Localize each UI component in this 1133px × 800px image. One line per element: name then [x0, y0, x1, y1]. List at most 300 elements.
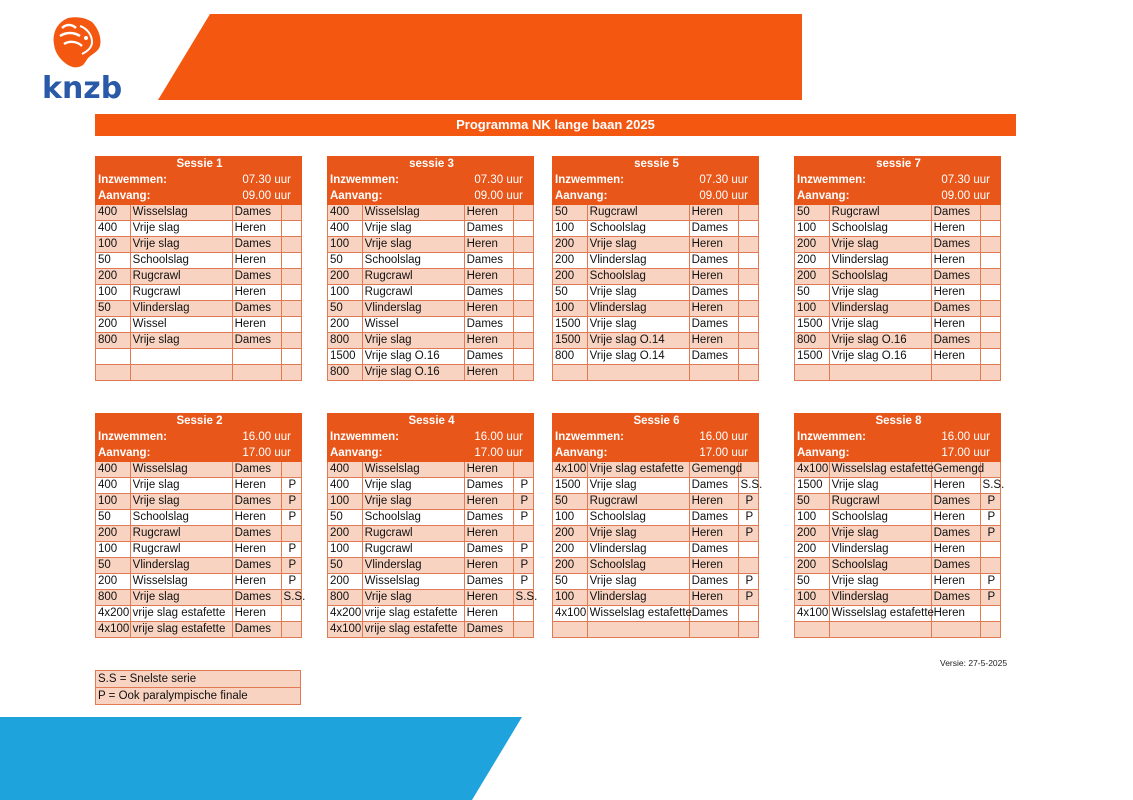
event-distance: 50: [795, 285, 830, 301]
event-row: [795, 205, 1001, 221]
event-row: [328, 349, 534, 365]
event-row: [96, 349, 302, 365]
event-marker: P: [980, 494, 1000, 510]
event-row: [96, 606, 302, 622]
event-distance: 100: [96, 237, 131, 253]
event-stroke: Wisselslag: [130, 462, 232, 478]
event-distance: 100: [328, 494, 363, 510]
event-row: [328, 606, 534, 622]
event-row: [553, 253, 759, 269]
event-gender: Heren: [232, 574, 281, 590]
event-stroke: Rugcrawl: [829, 205, 931, 221]
event-stroke: Wisselslag estafette: [587, 606, 689, 622]
event-gender: Dames: [232, 269, 281, 285]
event-gender: Heren: [464, 462, 513, 478]
event-stroke: Wisselslag: [362, 574, 464, 590]
inzwemmen-label: Inzwemmen:: [96, 430, 233, 446]
event-distance: 200: [795, 237, 830, 253]
event-stroke: Vrije slag: [587, 574, 689, 590]
event-distance: 1500: [553, 478, 588, 494]
session-table: [552, 156, 759, 381]
event-row: [553, 205, 759, 221]
event-gender: Heren: [689, 590, 738, 606]
event-distance: [96, 349, 131, 365]
event-gender: Dames: [232, 205, 281, 221]
event-stroke: [587, 365, 689, 381]
aanvang-time: 09.00 uur: [232, 189, 301, 205]
event-row: [553, 365, 759, 381]
event-marker: [513, 221, 533, 237]
event-distance: 400: [96, 462, 131, 478]
event-stroke: Wisselslag: [362, 462, 464, 478]
event-gender: Heren: [689, 333, 738, 349]
event-distance: 200: [553, 542, 588, 558]
event-gender: Heren: [232, 253, 281, 269]
event-distance: [553, 622, 588, 638]
inzwemmen-time: 16.00 uur: [931, 430, 1000, 446]
aanvang-label: Aanvang:: [96, 189, 233, 205]
session-table: [552, 413, 763, 638]
event-distance: 100: [96, 494, 131, 510]
event-row: [795, 285, 1001, 301]
event-stroke: [829, 365, 931, 381]
event-distance: 50: [328, 510, 363, 526]
event-distance: 4x100: [795, 606, 830, 622]
event-distance: 100: [328, 237, 363, 253]
event-marker: [513, 349, 533, 365]
inzwemmen-label: Inzwemmen:: [795, 173, 932, 189]
event-distance: 200: [795, 253, 830, 269]
event-gender: [689, 622, 738, 638]
event-stroke: Rugcrawl: [587, 494, 689, 510]
event-marker: P: [281, 558, 301, 574]
event-distance: 4x100: [795, 462, 830, 478]
event-marker: P: [513, 478, 533, 494]
session-table: [95, 413, 306, 638]
event-row: [553, 221, 759, 237]
session-table: [794, 156, 1001, 381]
event-marker: [738, 349, 758, 365]
aanvang-time: 17.00 uur: [689, 446, 758, 462]
event-stroke: Vrije slag O.16: [362, 365, 464, 381]
event-gender: Dames: [232, 237, 281, 253]
event-row: [328, 301, 534, 317]
event-marker: [281, 269, 301, 285]
event-distance: 200: [795, 526, 830, 542]
event-stroke: Schoolslag: [130, 253, 232, 269]
event-distance: 200: [553, 237, 588, 253]
event-distance: 50: [553, 574, 588, 590]
event-stroke: Wisselslag: [130, 574, 232, 590]
event-marker: [980, 606, 1000, 622]
event-gender: Heren: [689, 205, 738, 221]
event-marker: [281, 285, 301, 301]
event-distance: 4x100: [96, 622, 131, 638]
event-marker: [738, 622, 758, 638]
event-row: [795, 253, 1001, 269]
event-gender: Dames: [464, 510, 513, 526]
event-gender: Heren: [931, 478, 980, 494]
event-row: [328, 333, 534, 349]
event-gender: Dames: [464, 542, 513, 558]
event-distance: 400: [328, 205, 363, 221]
event-distance: 1500: [795, 349, 830, 365]
event-marker: P: [980, 590, 1000, 606]
event-marker: [281, 526, 301, 542]
event-marker: P: [281, 542, 301, 558]
event-stroke: Vrije slag O.14: [587, 349, 689, 365]
legend-item: S.S = Snelste serie: [96, 671, 301, 688]
inzwemmen-label: Inzwemmen:: [553, 430, 690, 446]
event-row: [553, 574, 759, 590]
event-gender: Dames: [689, 542, 738, 558]
event-stroke: Schoolslag: [829, 558, 931, 574]
event-marker: [513, 606, 533, 622]
event-marker: [980, 253, 1000, 269]
event-gender: Dames: [232, 526, 281, 542]
event-stroke: Vrije slag: [362, 221, 464, 237]
event-stroke: Wissel: [362, 317, 464, 333]
event-distance: [96, 365, 131, 381]
event-row: [795, 526, 1001, 542]
event-row: [96, 237, 302, 253]
event-row: [795, 317, 1001, 333]
event-row: [328, 253, 534, 269]
event-stroke: Rugcrawl: [130, 269, 232, 285]
event-marker: [281, 301, 301, 317]
event-stroke: Wissel: [130, 317, 232, 333]
event-marker: [281, 365, 301, 381]
event-row: [795, 237, 1001, 253]
event-distance: 200: [96, 526, 131, 542]
event-distance: 50: [96, 301, 131, 317]
event-distance: 1500: [795, 478, 830, 494]
event-gender: Heren: [232, 317, 281, 333]
event-gender: Heren: [689, 494, 738, 510]
event-marker: P: [980, 574, 1000, 590]
event-row: [96, 317, 302, 333]
event-marker: [980, 558, 1000, 574]
event-row: [553, 317, 759, 333]
event-gender: Dames: [931, 269, 980, 285]
event-marker: [513, 205, 533, 221]
event-row: [553, 542, 759, 558]
event-row: [96, 574, 302, 590]
event-stroke: Rugcrawl: [130, 285, 232, 301]
event-distance: 200: [553, 558, 588, 574]
event-distance: 800: [328, 333, 363, 349]
event-stroke: Vrije slag O.16: [829, 333, 931, 349]
event-row: [553, 333, 759, 349]
aanvang-time: 17.00 uur: [931, 446, 1000, 462]
event-stroke: [130, 349, 232, 365]
event-marker: P: [281, 478, 301, 494]
event-row: [553, 510, 759, 526]
event-stroke: Rugcrawl: [362, 285, 464, 301]
event-distance: 200: [553, 269, 588, 285]
event-gender: Dames: [464, 478, 513, 494]
event-gender: Heren: [931, 510, 980, 526]
event-gender: Dames: [689, 574, 738, 590]
event-stroke: Vrije slag: [587, 285, 689, 301]
event-distance: 800: [328, 365, 363, 381]
event-stroke: vrije slag estafette: [130, 622, 232, 638]
aanvang-label: Aanvang:: [795, 446, 932, 462]
event-stroke: Vrije slag O.14: [587, 333, 689, 349]
event-marker: [738, 285, 758, 301]
event-gender: Heren: [464, 558, 513, 574]
event-marker: [738, 365, 758, 381]
event-distance: 100: [795, 301, 830, 317]
event-distance: 200: [96, 269, 131, 285]
event-stroke: Rugcrawl: [362, 542, 464, 558]
event-gender: Dames: [689, 510, 738, 526]
event-gender: Heren: [232, 542, 281, 558]
event-gender: Dames: [689, 285, 738, 301]
event-gender: Heren: [689, 558, 738, 574]
event-stroke: Vrije slag: [587, 526, 689, 542]
event-row: [795, 590, 1001, 606]
event-marker: S.S.: [738, 478, 758, 494]
event-gender: Dames: [464, 349, 513, 365]
event-marker: [980, 269, 1000, 285]
session-table: [327, 156, 534, 381]
inzwemmen-time: 07.30 uur: [931, 173, 1000, 189]
event-marker: P: [738, 526, 758, 542]
event-gender: Dames: [931, 237, 980, 253]
event-marker: P: [281, 494, 301, 510]
event-distance: 50: [795, 205, 830, 221]
event-gender: Heren: [464, 590, 513, 606]
event-row: [328, 221, 534, 237]
event-gender: Dames: [931, 301, 980, 317]
event-gender: Gemengd: [931, 462, 980, 478]
event-stroke: vrije slag estafette: [362, 622, 464, 638]
event-marker: [281, 333, 301, 349]
event-gender: Dames: [464, 221, 513, 237]
event-stroke: Vrije slag: [829, 574, 931, 590]
event-marker: [281, 205, 301, 221]
event-distance: 400: [328, 221, 363, 237]
event-row: [96, 205, 302, 221]
session-title: sessie 7: [795, 157, 1001, 173]
event-stroke: Vrije slag: [362, 478, 464, 494]
event-row: [96, 510, 302, 526]
event-distance: 1500: [553, 317, 588, 333]
event-row: [328, 622, 534, 638]
event-stroke: Schoolslag: [829, 510, 931, 526]
event-stroke: Vlinderslag: [829, 253, 931, 269]
event-stroke: Schoolslag: [829, 221, 931, 237]
event-stroke: Vrije slag: [587, 237, 689, 253]
event-distance: [795, 622, 830, 638]
event-marker: P: [513, 510, 533, 526]
event-stroke: Vrije slag: [587, 317, 689, 333]
event-stroke: Vrije slag: [829, 317, 931, 333]
aanvang-label: Aanvang:: [328, 446, 465, 462]
event-marker: P: [513, 574, 533, 590]
event-distance: 100: [96, 542, 131, 558]
event-distance: 200: [328, 269, 363, 285]
event-distance: 50: [96, 253, 131, 269]
aanvang-time: 09.00 uur: [689, 189, 758, 205]
event-row: [553, 478, 759, 494]
event-row: [553, 462, 759, 478]
event-stroke: Vrije slag: [130, 478, 232, 494]
event-distance: 200: [328, 526, 363, 542]
inzwemmen-label: Inzwemmen:: [795, 430, 932, 446]
event-gender: Dames: [232, 462, 281, 478]
event-row: [96, 478, 302, 494]
event-row: [553, 494, 759, 510]
event-stroke: Vrije slag: [829, 285, 931, 301]
event-distance: 50: [328, 253, 363, 269]
event-row: [96, 285, 302, 301]
event-stroke: Rugcrawl: [362, 526, 464, 542]
event-stroke: Vlinderslag: [587, 253, 689, 269]
event-row: [96, 221, 302, 237]
event-stroke: Vlinderslag: [829, 301, 931, 317]
event-marker: [980, 349, 1000, 365]
event-row: [795, 606, 1001, 622]
event-row: [328, 542, 534, 558]
event-row: [795, 221, 1001, 237]
event-marker: [738, 333, 758, 349]
event-row: [328, 317, 534, 333]
event-distance: 800: [96, 333, 131, 349]
event-gender: Dames: [464, 574, 513, 590]
event-stroke: Rugcrawl: [130, 526, 232, 542]
inzwemmen-time: 07.30 uur: [232, 173, 301, 189]
event-gender: [931, 365, 980, 381]
event-gender: Heren: [232, 510, 281, 526]
event-distance: 4x100: [553, 462, 588, 478]
event-marker: [513, 526, 533, 542]
event-distance: 100: [795, 510, 830, 526]
event-stroke: Schoolslag: [587, 510, 689, 526]
event-gender: Dames: [464, 317, 513, 333]
inzwemmen-label: Inzwemmen:: [328, 173, 465, 189]
event-marker: [980, 622, 1000, 638]
event-gender: Dames: [931, 558, 980, 574]
event-row: [96, 622, 302, 638]
event-gender: Dames: [232, 301, 281, 317]
event-marker: [738, 205, 758, 221]
event-row: [795, 558, 1001, 574]
aanvang-time: 09.00 uur: [464, 189, 533, 205]
event-marker: P: [513, 558, 533, 574]
event-row: [328, 478, 534, 494]
event-distance: 50: [795, 494, 830, 510]
event-gender: Heren: [232, 606, 281, 622]
event-row: [96, 494, 302, 510]
event-gender: Dames: [232, 558, 281, 574]
event-row: [328, 285, 534, 301]
event-marker: [513, 317, 533, 333]
event-distance: 200: [553, 253, 588, 269]
session-title: Sessie 4: [328, 414, 534, 430]
event-distance: 100: [328, 285, 363, 301]
event-row: [795, 622, 1001, 638]
event-distance: 800: [553, 349, 588, 365]
event-row: [328, 462, 534, 478]
event-distance: 200: [96, 317, 131, 333]
event-row: [553, 349, 759, 365]
event-gender: Dames: [689, 349, 738, 365]
aanvang-time: 17.00 uur: [464, 446, 533, 462]
event-distance: 200: [328, 574, 363, 590]
event-marker: [281, 221, 301, 237]
event-marker: [738, 606, 758, 622]
event-gender: Heren: [931, 221, 980, 237]
event-marker: [738, 253, 758, 269]
event-stroke: Wisselslag estafette: [829, 606, 931, 622]
event-stroke: Vrije slag: [587, 478, 689, 494]
event-row: [328, 510, 534, 526]
event-distance: 400: [96, 205, 131, 221]
event-marker: [281, 462, 301, 478]
event-row: [553, 526, 759, 542]
event-marker: [980, 317, 1000, 333]
event-marker: P: [281, 510, 301, 526]
event-stroke: Wisselslag: [130, 205, 232, 221]
event-row: [553, 622, 759, 638]
event-row: [96, 253, 302, 269]
event-stroke: Vlinderslag: [130, 558, 232, 574]
event-row: [553, 285, 759, 301]
event-marker: [513, 253, 533, 269]
event-marker: [980, 221, 1000, 237]
event-marker: [281, 349, 301, 365]
aanvang-time: 17.00 uur: [232, 446, 301, 462]
event-marker: [980, 285, 1000, 301]
event-stroke: Vrije slag estafette: [587, 462, 689, 478]
event-distance: 200: [553, 526, 588, 542]
event-gender: Dames: [464, 285, 513, 301]
event-gender: Dames: [464, 253, 513, 269]
event-row: [795, 494, 1001, 510]
event-distance: 50: [553, 285, 588, 301]
event-stroke: [130, 365, 232, 381]
event-gender: Dames: [689, 478, 738, 494]
event-row: [795, 349, 1001, 365]
event-row: [96, 365, 302, 381]
event-stroke: Vlinderslag: [587, 542, 689, 558]
event-row: [553, 301, 759, 317]
event-gender: [689, 365, 738, 381]
inzwemmen-label: Inzwemmen:: [328, 430, 465, 446]
event-stroke: Vlinderslag: [587, 301, 689, 317]
orange-header-band: [158, 14, 802, 100]
event-marker: P: [980, 510, 1000, 526]
event-row: [795, 365, 1001, 381]
event-row: [553, 558, 759, 574]
page-title: Programma NK lange baan 2025: [95, 114, 1016, 136]
event-stroke: Vrije slag: [130, 237, 232, 253]
event-stroke: Schoolslag: [829, 269, 931, 285]
inzwemmen-time: 07.30 uur: [689, 173, 758, 189]
event-stroke: Vlinderslag: [362, 558, 464, 574]
inzwemmen-label: Inzwemmen:: [553, 173, 690, 189]
event-gender: Heren: [464, 526, 513, 542]
event-distance: 400: [96, 221, 131, 237]
event-stroke: Wisselslag: [362, 205, 464, 221]
event-distance: 4x200: [96, 606, 131, 622]
event-distance: 100: [553, 221, 588, 237]
event-row: [795, 542, 1001, 558]
event-gender: Heren: [931, 349, 980, 365]
event-row: [553, 237, 759, 253]
